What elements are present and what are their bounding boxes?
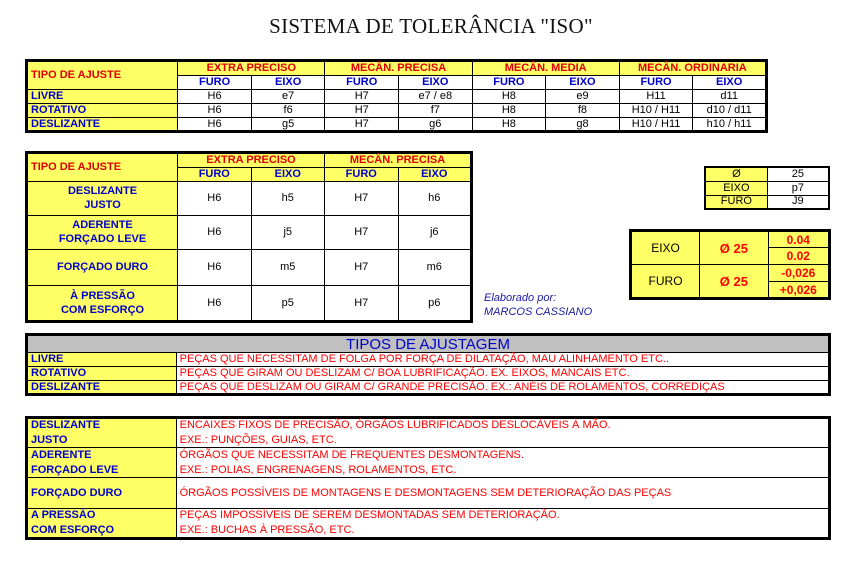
table1-group-media: MECÂN. MEDIA <box>472 61 619 76</box>
table-cell: e9 <box>546 90 620 104</box>
row-label-line1: ADERENTE <box>72 219 133 231</box>
row-label: ROTATIVO <box>27 367 177 381</box>
table-cell: e7 <box>251 90 325 104</box>
table-cell: H8 <box>472 90 546 104</box>
result-eixo-label: EIXO <box>631 231 700 265</box>
table-row <box>27 118 767 132</box>
row-label-line2: COM ESFORÇO <box>60 303 145 316</box>
table-row <box>27 353 830 367</box>
row-label-line1: ADERENTE <box>31 448 92 461</box>
table2-sub-furo: FURO <box>178 168 252 182</box>
table-row <box>27 509 830 539</box>
table1-sub-eixo: EIXO <box>251 76 325 90</box>
row-label-line2: JUSTO <box>84 199 121 211</box>
desc-line2: EXE.: PUNÇÕES, GUIAS, ETC. <box>179 434 337 446</box>
table-cell: g5 <box>251 118 325 132</box>
table-cell: j6 <box>398 216 472 250</box>
table-cell: m5 <box>251 250 324 286</box>
table1-group-precisa: MECÂN. PRECISA <box>325 61 472 76</box>
desc-line2: EXE.: BUCHAS À PRESSÃO, ETC. <box>179 524 355 536</box>
table-cell: H10 / H11 <box>619 118 693 132</box>
eixo-label: EIXO <box>705 181 767 195</box>
row-description <box>176 509 829 539</box>
row-label-line2: FORÇADO LEVE <box>31 463 119 476</box>
row-description: ÓRGÃOS POSSÍVEIS DE MONTAGENS E DESMONTAGENS SEM DETERIORAÇÃO DAS PEÇAS <box>176 478 829 509</box>
table-row <box>27 104 767 118</box>
input-table <box>704 166 830 210</box>
row-label <box>27 448 177 478</box>
row-label-line1: DESLIZANTE <box>31 419 101 431</box>
table1-group-ordinaria: MECÂN. ORDINARIA <box>619 61 766 76</box>
table-cell: H7 <box>325 182 399 216</box>
table-cell: H7 <box>325 286 399 322</box>
table-cell: e7 / e8 <box>399 90 473 104</box>
table-cell: f7 <box>399 104 473 118</box>
row-label <box>27 509 177 539</box>
tipos-header: TIPOS DE AJUSTAGEM <box>27 335 830 353</box>
desc-line1: PEÇAS IMPOSSÍVEIS DE SEREM DESMONTADAS SEM DETERIORAÇÃO. <box>179 509 560 521</box>
table1-sub-furo: FURO <box>619 76 693 90</box>
table2-sub-eixo: EIXO <box>398 168 472 182</box>
table-cell: d10 / d11 <box>693 104 767 118</box>
table-cell: h6 <box>398 182 472 216</box>
result-furo-upper: -0,026 <box>768 265 829 282</box>
row-label <box>27 286 178 322</box>
row-label: FORÇADO DURO <box>27 250 178 286</box>
table-cell: h5 <box>251 182 324 216</box>
table-cell: H7 <box>325 118 399 132</box>
row-label <box>27 182 178 216</box>
table-row <box>27 216 472 250</box>
table2-group-extra: EXTRA PRECISO <box>178 153 325 168</box>
row-label: LIVRE <box>27 353 177 367</box>
row-description: PEÇAS QUE DESLIZAM OU GIRAM C/ GRANDE PRECISÃO. EX.: ANÉIS DE ROLAMENTOS, CORREDIÇAS <box>176 381 829 395</box>
iso-fit-table-main <box>25 59 768 133</box>
result-furo-diameter: Ø 25 <box>700 265 769 299</box>
result-eixo-lower: 0.02 <box>768 248 829 265</box>
table-row <box>27 286 472 322</box>
table-cell: H6 <box>178 216 252 250</box>
table1-sub-eixo: EIXO <box>693 76 767 90</box>
desc-line1: ÓRGÃOS QUE NECESSITAM DE FREQUENTES DESMONTAGENS. <box>179 448 524 461</box>
table2-corner: TIPO DE AJUSTE <box>27 153 178 182</box>
table1-sub-furo: FURO <box>178 76 252 90</box>
ajustes-table <box>25 416 831 540</box>
row-label-line1: A PRESSÃO <box>31 509 96 521</box>
table-cell: H8 <box>472 104 546 118</box>
credit-line2: MARCOS CASSIANO <box>484 306 593 318</box>
row-label-line2: FORÇADO LEVE <box>58 233 147 245</box>
row-label: FORÇADO DURO <box>27 478 177 509</box>
tipos-table <box>25 333 831 396</box>
desc-line2: EXE.: POLIAS, ENGRENAGENS, ROLAMENTOS, ETC. <box>179 463 457 476</box>
table-row <box>27 182 472 216</box>
table-cell: H10 / H11 <box>619 104 693 118</box>
table-cell: H6 <box>178 104 252 118</box>
table-cell: H7 <box>325 216 399 250</box>
table-cell: H11 <box>619 90 693 104</box>
table-cell: p5 <box>251 286 324 322</box>
table-cell: H7 <box>325 90 399 104</box>
table-cell: g8 <box>546 118 620 132</box>
page-title: SISTEMA DE TOLERÂNCIA "ISO" <box>269 14 593 38</box>
table-cell: m6 <box>398 250 472 286</box>
row-label <box>27 418 177 448</box>
table1-group-extra: EXTRA PRECISO <box>178 61 325 76</box>
result-eixo-upper: 0.04 <box>768 231 829 248</box>
table-row <box>27 448 830 478</box>
row-description <box>176 418 829 448</box>
table2-group-precisa: MECÂN. PRECISA <box>325 153 472 168</box>
table-cell: H6 <box>178 118 252 132</box>
row-label: ROTATIVO <box>27 104 178 118</box>
table1-sub-eixo: EIXO <box>546 76 620 90</box>
author-credit <box>484 291 592 319</box>
table-cell: f6 <box>251 104 325 118</box>
row-label-line2: JUSTO <box>31 434 68 446</box>
row-description: PEÇAS QUE GIRAM OU DESLIZAM C/ BOA LUBRIFICAÇÃO. EX. EIXOS, MANCAIS ETC. <box>176 367 829 381</box>
table-cell: H6 <box>178 182 252 216</box>
table-cell: g6 <box>399 118 473 132</box>
row-label: DESLIZANTE <box>27 381 177 395</box>
table-cell: H6 <box>178 250 252 286</box>
table-cell: p6 <box>398 286 472 322</box>
result-furo-label: FURO <box>631 265 700 299</box>
row-label-line2: COM ESFORÇO <box>31 524 115 536</box>
row-label: DESLIZANTE <box>27 118 178 132</box>
row-label-line1: À PRESSÃO <box>70 289 135 302</box>
table-row <box>27 367 830 381</box>
eixo-value[interactable]: p7 <box>767 181 829 195</box>
result-eixo-diameter: Ø 25 <box>700 231 769 265</box>
row-label <box>27 216 178 250</box>
table1-corner: TIPO DE AJUSTE <box>27 61 178 90</box>
table-row <box>27 478 830 509</box>
table1-sub-furo: FURO <box>325 76 399 90</box>
table-cell: H7 <box>325 250 399 286</box>
table2-sub-eixo: EIXO <box>251 168 324 182</box>
table1-sub-eixo: EIXO <box>399 76 473 90</box>
table-cell: H6 <box>178 286 252 322</box>
diameter-label: Ø <box>705 167 767 181</box>
table-cell: H6 <box>178 90 252 104</box>
table-cell: h10 / h11 <box>693 118 767 132</box>
row-description <box>176 448 829 478</box>
credit-line1: Elaborado por: <box>484 292 557 304</box>
row-description: PEÇAS QUE NECESSITAM DE FOLGA POR FORÇA DE DILATAÇÃO, MAU ALINHAMENTO ETC.. <box>176 353 829 367</box>
table-row <box>27 250 472 286</box>
result-furo-lower: +0,026 <box>768 282 829 299</box>
table-row <box>27 418 830 448</box>
table-cell: H7 <box>325 104 399 118</box>
furo-label: FURO <box>705 195 767 209</box>
table2-sub-furo: FURO <box>325 168 399 182</box>
iso-fit-table-special <box>25 151 473 323</box>
table-cell: j5 <box>251 216 324 250</box>
row-label: LIVRE <box>27 90 178 104</box>
furo-value[interactable]: J9 <box>767 195 829 209</box>
desc-line1: ENCAIXES FIXOS DE PRECISÃO, ÓRGÃOS LUBRIFICADOS DESLOCÁVEIS À MÃO. <box>179 419 611 431</box>
diameter-value[interactable]: 25 <box>767 167 829 181</box>
table-cell: f8 <box>546 104 620 118</box>
table-cell: H8 <box>472 118 546 132</box>
table-row <box>27 90 767 104</box>
result-table <box>629 229 831 300</box>
table-row <box>27 381 830 395</box>
row-label-line1: DESLIZANTE <box>67 185 138 197</box>
table1-sub-furo: FURO <box>472 76 546 90</box>
table-cell: d11 <box>693 90 767 104</box>
